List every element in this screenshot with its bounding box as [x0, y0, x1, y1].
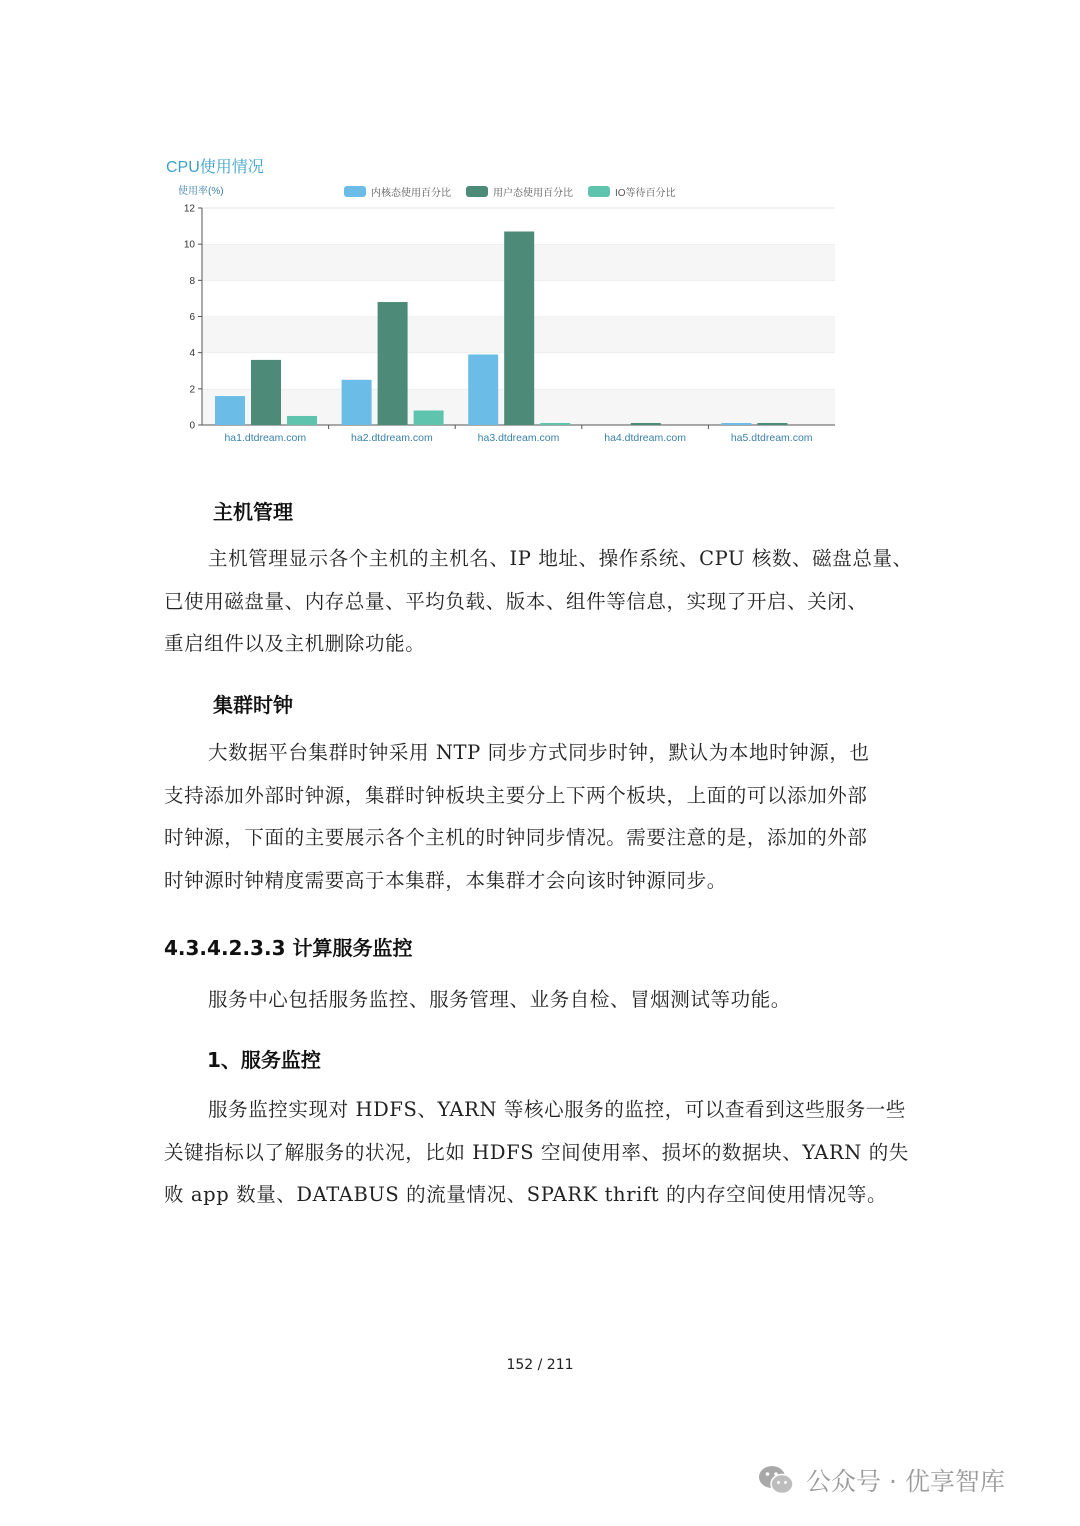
legend-label-io: IO等待百分比 — [615, 188, 676, 199]
chart-title: CPU使用情况 — [166, 159, 264, 176]
x-tick-label: ha4.dtdream.com — [604, 432, 686, 444]
y-axis-label: 使用率(%) — [178, 186, 224, 197]
text-line: 已使用磁盘量、内存总量、平均负载、版本、组件等信息，实现了开启、关闭、 — [164, 589, 868, 613]
text-line: 关键指标以了解服务的状况，比如 HDFS 空间使用率、损坏的数据块、YARN 的失 — [164, 1140, 909, 1164]
page-number: 152 / 211 — [506, 1357, 574, 1373]
heading-host-management: 主机管理 — [213, 500, 293, 524]
bar — [757, 423, 787, 425]
bar — [504, 232, 534, 425]
heading-compute-service-monitor: 4.3.4.2.3.3 计算服务监控 — [164, 936, 413, 960]
bar — [468, 354, 498, 425]
text-line: 服务中心包括服务监控、服务管理、业务自检、冒烟测试等功能。 — [208, 988, 791, 1011]
bar — [721, 423, 751, 425]
y-tick-label: 8 — [189, 275, 195, 287]
watermark — [758, 1462, 1005, 1498]
text-line: 大数据平台集群时钟采用 NTP 同步方式同步时钟，默认为本地时钟源，也 — [208, 741, 870, 764]
bar — [215, 396, 245, 425]
x-tick-label: ha1.dtdream.com — [224, 432, 307, 444]
text-line: 主机管理显示各个主机的主机名、IP 地址、操作系统、CPU 核数、磁盘总量、 — [208, 547, 913, 570]
paragraph-service-monitor — [164, 1089, 920, 1217]
paragraph-compute-service-monitor — [164, 979, 920, 1022]
text-line: 重启组件以及主机删除功能。 — [164, 632, 426, 655]
x-tick-label: ha2.dtdream.com — [351, 432, 433, 444]
bar — [414, 411, 444, 425]
bar — [378, 302, 408, 425]
watermark-text: 公众号 · 优享智库 — [806, 1467, 1005, 1496]
paragraph-cluster-clock — [164, 732, 920, 902]
bar — [540, 423, 570, 425]
paragraph-host-management — [164, 538, 920, 666]
wechat-icon — [758, 1464, 794, 1496]
y-tick-label: 2 — [189, 384, 195, 396]
legend-label-user: 用户态使用百分比 — [493, 188, 573, 199]
text-line: 支持添加外部时钟源，集群时钟板块主要分上下两个板块，上面的可以添加外部 — [164, 783, 868, 807]
x-tick-label: ha3.dtdream.com — [477, 432, 560, 444]
bar — [631, 423, 661, 425]
bar — [342, 380, 372, 425]
heading-cluster-clock: 集群时钟 — [213, 693, 293, 717]
text-line: 时钟源时钟精度需要高于本集群，本集群才会向该时钟源同步。 — [164, 868, 727, 892]
y-tick-label: 4 — [189, 348, 195, 360]
y-tick-label: 6 — [189, 312, 195, 323]
text-line: 时钟源，下面的主要展示各个主机的时钟同步情况。需要注意的是，添加的外部 — [164, 826, 868, 849]
y-tick-label: 0 — [189, 420, 195, 432]
y-tick-label: 10 — [183, 239, 195, 251]
x-tick-label: ha5.dtdream.com — [730, 432, 813, 444]
legend-label-kernel: 内核态使用百分比 — [371, 188, 451, 199]
heading-service-monitor: 1、服务监控 — [207, 1048, 321, 1072]
cpu-bar-chart — [0, 0, 1080, 460]
bar — [287, 416, 317, 425]
text-line: 败 app 数量、DATABUS 的流量情况、SPARK thrift 的内存空间使用情况等。 — [164, 1183, 888, 1206]
y-tick-label: 12 — [183, 203, 195, 215]
text-line: 服务监控实现对 HDFS、YARN 等核心服务的监控，可以查看到这些服务一些 — [208, 1098, 906, 1121]
bar — [251, 360, 281, 425]
